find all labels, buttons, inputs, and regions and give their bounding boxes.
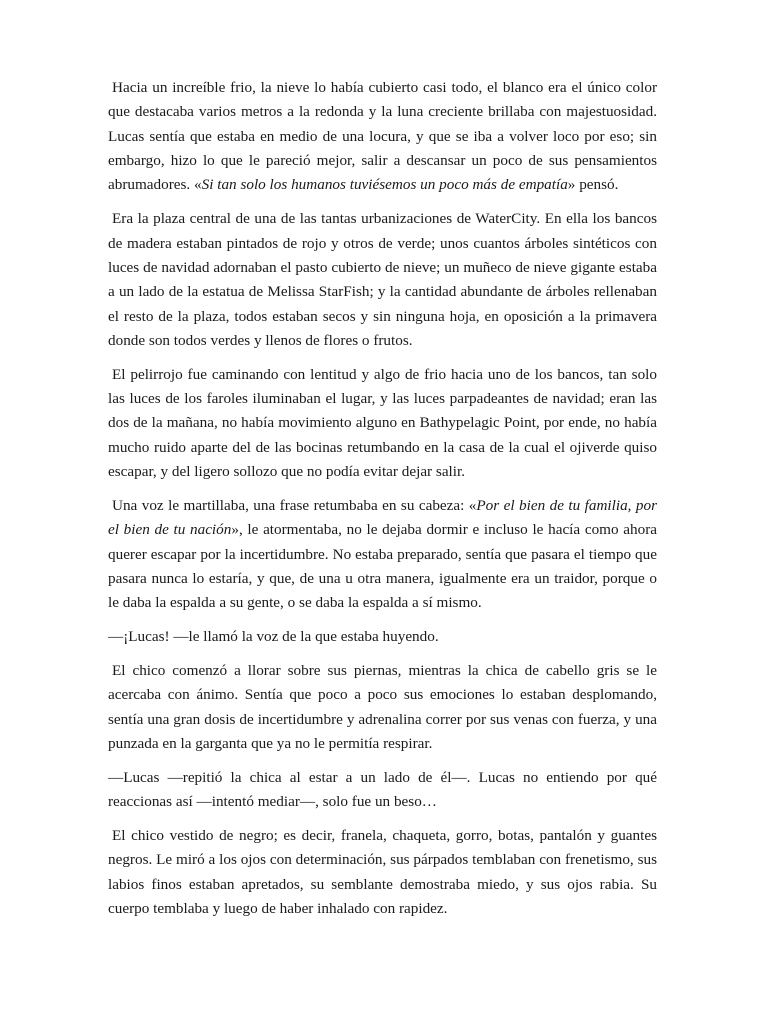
paragraph-1-text-a: Hacia un increíble frio, la nieve lo había cubierto casi todo, el blanco era el único color que destacaba varios metros a la redonda y la luna creciente brillaba con majestuosidad. Lucas sentía que estaba en medio de una locura, y que se iba a volver loco por eso; sin embargo, hizo lo que le pareció mejor, salir a descansar un poco de sus pensamientos abrumadores. « (108, 79, 657, 194)
dialog-line-2-text: —Lucas —repitió la chica al estar a un lado de él—. Lucas no entiendo por qué reaccionas así —intentó mediar—, solo fue un beso… (108, 768, 657, 811)
paragraph-2 (108, 207, 657, 353)
paragraph-4-text-b: », le atormentaba, no le dejaba dormir e incluso le hacía como ahora querer escapar por la incertidumbre. No estaba preparado, sentía que pasara el tiempo que pasara nunca lo estaría, y que, de una u otra manera, igualmente era un traidor, porque o le daba la espalda a su gente, o se daba la espalda a sí mismo. (108, 521, 657, 612)
document-page (108, 76, 657, 931)
paragraph-6-text: El chico vestido de negro; es decir, franela, chaqueta, gorro, botas, pantalón y guantes negros. Le miró a los ojos con determinación, sus párpados temblaban con frenetismo, sus labios finos estaban apretados, su semblante demostraba miedo, y sus ojos rabia. Su cuerpo temblaba y luego de haber inhalado con rapidez. (108, 827, 657, 918)
paragraph-5 (108, 659, 657, 756)
paragraph-2-text: Era la plaza central de una de las tantas urbanizaciones de WaterCity. En ella los bancos de madera estaban pintados de rojo y otros de verde; unos cuantos árboles sintéticos con luces de navidad adornaban el pasto cubierto de nieve; un muñeco de nieve gigante estaba a un lado de la estatua de Melissa StarFish; y la cantidad abundante de árboles rellenaban el resto de la plaza, todos estaban secos y sin ninguna hoja, en oposición a la primavera donde son todos verdes y llenos de flores o frutos. (108, 210, 657, 349)
dialog-line-2 (108, 766, 657, 815)
paragraph-3 (108, 363, 657, 485)
paragraph-3-text: El pelirrojo fue caminando con lentitud y algo de frio hacia uno de los bancos, tan solo las luces de los faroles iluminaban el lugar, y las luces parpadeantes de navidad; eran las dos de la mañana, no había movimiento alguno en Bathypelagic Point, por ende, no había mucho ruido aparte del de las bocinas retumbando en la casa de la cual el ojiverde quiso escapar, y del ligero sollozo que no podía evitar dejar salir. (108, 365, 657, 481)
paragraph-1-text-b: » pensó. (567, 176, 619, 194)
paragraph-4-italic-quote: Por el bien de tu familia, por el bien de tu nación (108, 497, 657, 539)
paragraph-1 (108, 76, 657, 198)
dialog-line-1-text: —¡Lucas! —le llamó la voz de la que estaba huyendo. (108, 628, 439, 646)
paragraph-1-italic-quote: Si tan solo los humanos tuviésemos un poco más de empatía (201, 176, 568, 194)
paragraph-4-text-a: Una voz le martillaba, una frase retumbaba en su cabeza: « (112, 497, 477, 514)
dialog-line-1 (108, 625, 657, 649)
paragraph-4 (108, 494, 657, 616)
paragraph-5-text: El chico comenzó a llorar sobre sus piernas, mientras la chica de cabello gris se le acercaba con ánimo. Sentía que poco a poco sus emociones lo estaban desplomando, sentía una gran dosis de incertidumbre y adrenalina correr por sus venas con fuerza, y una punzada en la garganta que ya no le permitía respirar. (108, 662, 657, 753)
paragraph-6 (108, 824, 657, 921)
